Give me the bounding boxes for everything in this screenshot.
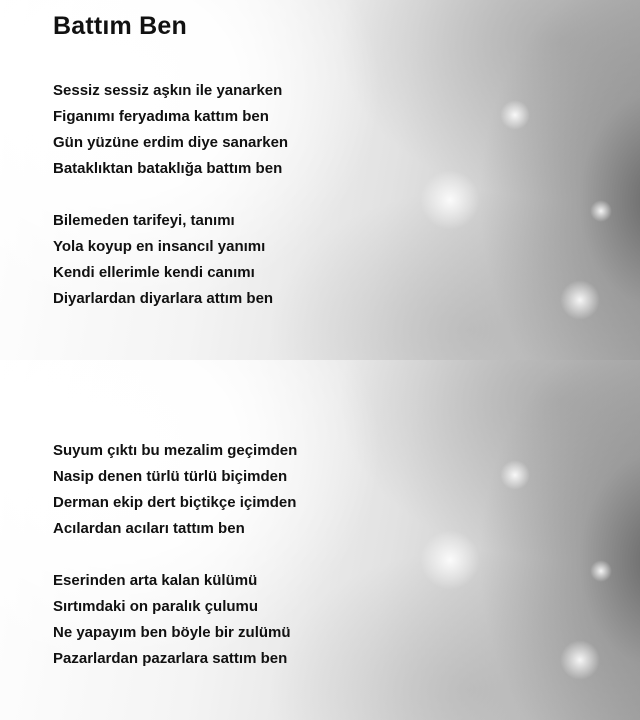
bokeh-light — [420, 170, 480, 230]
poem-line: Nasip denen türlü türlü biçimden — [53, 468, 288, 485]
poem-line: Diyarlardan diyarlara attım ben — [53, 290, 274, 307]
bokeh-light — [500, 460, 530, 490]
poem-line: Ne yapayım ben böyle bir zulümü — [53, 624, 291, 641]
poem-line: Bataklıktan bataklığa battım ben — [53, 160, 283, 177]
stanza-1 — [53, 78, 288, 182]
bokeh-light — [560, 280, 600, 320]
poem-line: Kendi ellerimle kendi canımı — [53, 264, 255, 281]
poem-line: Sırtımdaki on paralık çulumu — [53, 598, 259, 615]
poem-line: Pazarlardan pazarlara sattım ben — [53, 650, 288, 667]
poem-line: Eserinden arta kalan külümü — [53, 572, 258, 589]
poem-line: Acılardan acıları tattım ben — [53, 520, 245, 537]
poem-line: Bilemeden tarifeyi, tanımı — [53, 212, 235, 229]
bokeh-light — [420, 530, 480, 590]
poem-line: Derman ekip dert biçtikçe içimden — [53, 494, 297, 511]
poem-line: Gün yüzüne erdim diye sanarken — [53, 134, 289, 151]
stanza-3 — [53, 438, 297, 542]
poem-line: Sessiz sessiz aşkın ile yanarken — [53, 82, 283, 99]
stanza-4 — [53, 568, 291, 672]
poem-line: Suyum çıktı bu mezalim geçimden — [53, 442, 298, 459]
stanza-2 — [53, 208, 273, 312]
bokeh-light — [590, 560, 612, 582]
poem-title: Battım Ben — [53, 12, 187, 40]
bokeh-light — [500, 100, 530, 130]
poem-line: Figanımı feryadıma kattım ben — [53, 108, 269, 125]
poem-card-bottom — [0, 360, 640, 720]
bokeh-light — [590, 200, 612, 222]
bokeh-light — [560, 640, 600, 680]
poem-line: Yola koyup en insancıl yanımı — [53, 238, 266, 255]
